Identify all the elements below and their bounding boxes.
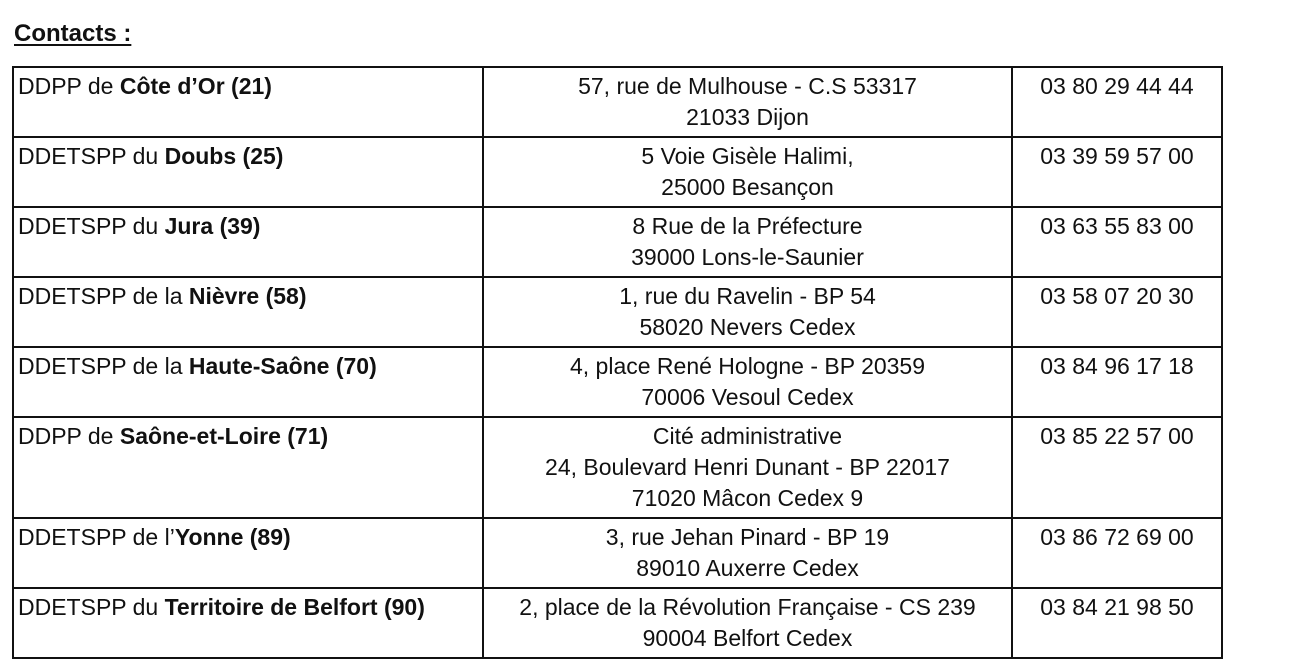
address-cell (483, 277, 1012, 347)
address-line: 3, rue Jehan Pinard - BP 19 (605, 524, 890, 550)
office-prefix: DDETSPP de la (18, 283, 189, 309)
office-name-cell (13, 137, 483, 207)
department-name: Nièvre (58) (188, 283, 307, 309)
table-row (13, 137, 1222, 207)
department-name: Haute-Saône (70) (188, 353, 377, 379)
department-name: Doubs (25) (164, 143, 284, 169)
address-line: Cité administrative (652, 423, 843, 449)
department-name: Saône-et-Loire (71) (119, 423, 329, 449)
office-prefix: DDETSPP de l’ (18, 524, 175, 550)
contacts-table (12, 66, 1223, 659)
office-prefix: DDETSPP du (18, 594, 165, 620)
office-name-cell (13, 518, 483, 588)
address-cell (483, 588, 1012, 658)
address-line: 90004 Belfort Cedex (642, 625, 853, 651)
address-line: 70006 Vesoul Cedex (641, 384, 854, 410)
table-row (13, 207, 1222, 277)
department-name: Côte d’Or (21) (119, 73, 272, 99)
phone-cell: 03 84 21 98 50 (1012, 588, 1222, 658)
office-name-cell (13, 277, 483, 347)
office-name-cell (13, 417, 483, 518)
address-line: 21033 Dijon (686, 104, 809, 130)
phone-cell: 03 85 22 57 00 (1012, 417, 1222, 518)
address-cell (483, 518, 1012, 588)
address-line: 58020 Nevers Cedex (639, 314, 856, 340)
address-line: 1, rue du Ravelin - BP 54 (619, 283, 876, 309)
phone-cell: 03 39 59 57 00 (1012, 137, 1222, 207)
address-line: 24, Boulevard Henri Dunant - BP 22017 (545, 454, 950, 480)
address-line: 2, place de la Révolution Française - CS 239 (519, 594, 976, 620)
table-row (13, 347, 1222, 417)
office-prefix: DDETSPP de la (18, 353, 189, 379)
address-line: 89010 Auxerre Cedex (636, 555, 859, 581)
address-cell (483, 207, 1012, 277)
phone-cell: 03 58 07 20 30 (1012, 277, 1222, 347)
address-line: 4, place René Hologne - BP 20359 (569, 353, 926, 379)
phone-cell: 03 84 96 17 18 (1012, 347, 1222, 417)
phone-cell: 03 63 55 83 00 (1012, 207, 1222, 277)
address-line: 71020 Mâcon Cedex 9 (631, 485, 864, 511)
table-row (13, 277, 1222, 347)
office-prefix: DDETSPP du (18, 143, 165, 169)
address-cell (483, 417, 1012, 518)
table-row (13, 417, 1222, 518)
office-prefix: DDETSPP du (18, 213, 165, 239)
address-cell (483, 347, 1012, 417)
table-row (13, 588, 1222, 658)
address-line: 8 Rue de la Préfecture (632, 213, 863, 239)
table-row (13, 67, 1222, 137)
department-name: Territoire de Belfort (90) (164, 594, 425, 620)
office-prefix: DDPP de (18, 423, 120, 449)
address-line: 39000 Lons-le-Saunier (631, 244, 864, 270)
office-prefix: DDPP de (18, 73, 120, 99)
department-name: Jura (39) (164, 213, 261, 239)
contacts-heading: Contacts : (14, 20, 132, 47)
office-name-cell (13, 347, 483, 417)
address-cell (483, 137, 1012, 207)
address-line: 57, rue de Mulhouse - C.S 53317 (578, 73, 917, 99)
address-line: 25000 Besançon (661, 174, 834, 200)
office-name-cell (13, 67, 483, 137)
address-cell (483, 67, 1012, 137)
department-name: Yonne (89) (174, 524, 291, 550)
address-line: 5 Voie Gisèle Halimi, (641, 143, 854, 169)
office-name-cell (13, 207, 483, 277)
phone-cell: 03 80 29 44 44 (1012, 67, 1222, 137)
contacts-table-body (13, 67, 1222, 658)
phone-cell: 03 86 72 69 00 (1012, 518, 1222, 588)
office-name-cell (13, 588, 483, 658)
table-row (13, 518, 1222, 588)
